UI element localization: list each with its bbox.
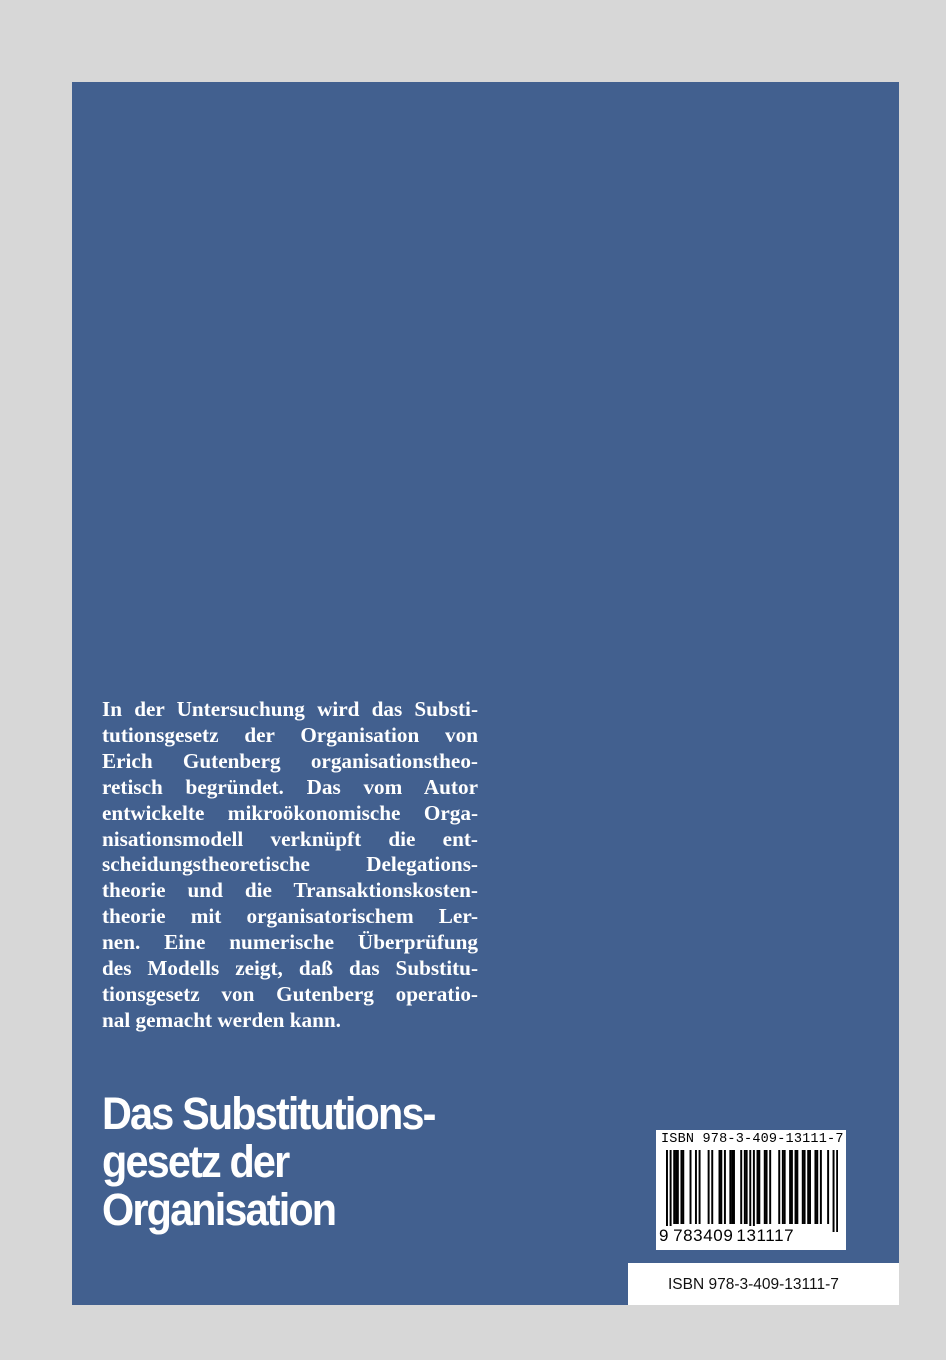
barcode-bar	[733, 1150, 735, 1224]
ean-first-digit: 9	[659, 1226, 670, 1245]
blurb-line: In der Untersuchung wird das Substi-	[102, 697, 478, 721]
barcode-bar	[833, 1150, 835, 1232]
title-line: gesetz der	[102, 1136, 289, 1187]
barcode-bar	[789, 1150, 791, 1224]
blurb-line: nisationsmodell verknüpft die ent-	[102, 826, 478, 851]
barcode-bar	[740, 1150, 742, 1224]
barcode-bars	[666, 1150, 838, 1232]
isbn-footer-strip	[628, 1263, 899, 1305]
barcode-bar	[749, 1150, 751, 1232]
barcode-bar	[753, 1150, 755, 1232]
blurb-text	[102, 697, 478, 1034]
blurb-line: theorie und die Transaktionskosten-	[102, 878, 478, 903]
barcode-bar	[816, 1150, 818, 1224]
barcode-bar	[695, 1150, 697, 1224]
barcode-bar	[666, 1150, 668, 1232]
barcode-bar	[724, 1150, 726, 1224]
title-line: Organisation	[102, 1184, 336, 1235]
barcode-bar	[731, 1150, 733, 1224]
blurb-line: theorie mit organisatorischem Ler-	[102, 904, 478, 929]
barcode-bar	[782, 1150, 784, 1224]
barcode-bar	[757, 1150, 759, 1224]
ean-right-digits: 131117	[736, 1226, 795, 1245]
barcode-bar	[744, 1150, 746, 1224]
barcode-bar	[809, 1150, 811, 1224]
isbn-footer-text: ISBN 978-3-409-13111-7	[668, 1276, 839, 1293]
barcode-bar	[675, 1150, 677, 1224]
blurb-line: nal gemacht werden kann.	[102, 1007, 341, 1032]
barcode-bar	[769, 1150, 771, 1224]
blurb-line: entwickelte mikroökonomische Orga-	[102, 800, 478, 825]
barcode-bar	[719, 1150, 721, 1224]
title-line: Das Substitutions-	[102, 1088, 435, 1139]
barcode-bar	[784, 1150, 786, 1224]
barcode-bar	[778, 1150, 780, 1224]
barcode-bar	[827, 1150, 829, 1224]
barcode-bar	[708, 1150, 710, 1224]
barcode-bar	[814, 1150, 816, 1224]
barcode-bar	[670, 1150, 672, 1232]
barcode-bar	[746, 1150, 748, 1224]
barcode-bar	[766, 1150, 768, 1224]
blurb-line: tutionsgesetz der Organisation von	[102, 722, 478, 747]
barcode-bar	[758, 1150, 760, 1224]
blurb-line: des Modells zeigt, daß das Substitu-	[102, 956, 478, 981]
blurb-line: Erich Gutenberg organisationstheo-	[102, 748, 478, 773]
barcode-bar	[807, 1150, 809, 1224]
blurb-line: tionsgesetz von Gutenberg operatio-	[102, 981, 478, 1006]
barcode-bar	[729, 1150, 731, 1224]
barcode-bar	[690, 1150, 692, 1224]
blurb-line: retisch begründet. Das vom Autor	[102, 774, 478, 799]
barcode-bar	[764, 1150, 766, 1224]
blurb-line: nen. Eine numerische Überprüfung	[102, 930, 478, 955]
barcode-bar	[682, 1150, 684, 1224]
barcode-bar	[699, 1150, 701, 1224]
barcode-bar	[796, 1150, 798, 1224]
blurb-line: scheidungstheoretische Delegations-	[102, 852, 478, 877]
barcode-isbn-label: ISBN 978-3-409-13111-7	[661, 1132, 844, 1147]
barcode-bar	[711, 1150, 713, 1224]
barcode-bar	[791, 1150, 793, 1224]
ean-left-digits: 783409	[673, 1226, 734, 1245]
ean-digits	[659, 1226, 794, 1246]
book-title	[102, 1090, 435, 1234]
barcode-bar	[836, 1150, 838, 1232]
barcode-bar	[673, 1150, 675, 1224]
barcode	[656, 1130, 846, 1250]
barcode-bar	[677, 1150, 679, 1224]
barcode-bar	[680, 1150, 682, 1224]
barcode-bar	[802, 1150, 804, 1224]
barcode-bar	[720, 1150, 722, 1224]
barcode-bar	[820, 1150, 822, 1224]
barcode-bar	[804, 1150, 806, 1224]
barcode-bar	[795, 1150, 797, 1224]
